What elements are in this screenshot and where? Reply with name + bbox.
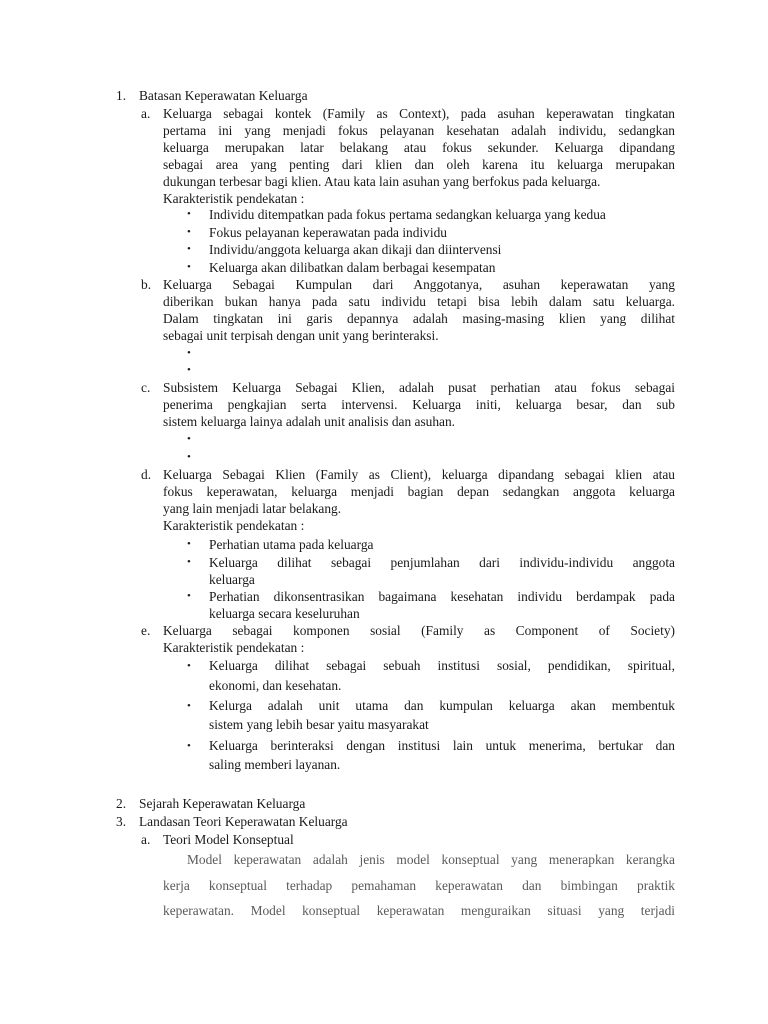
paragraph-line: Keluarga Sebagai Klien (Family as Client), keluarga dipandang sebagai klien atau xyxy=(163,467,675,482)
subsection-title: Teori Model Konseptual xyxy=(163,832,294,847)
paragraph-line: keluarga merupakan latar belakang atau fokus sekunder. Keluarga dipandang xyxy=(163,140,675,155)
paragraph-line: keperawatan. Model konseptual keperawatan menguraikan situasi yang terjadi xyxy=(163,903,675,918)
bullet-text: Kelurga adalah unit utama dan kumpulan keluarga akan membentuk xyxy=(209,698,675,713)
paragraph-line: Keluarga sebagai kontek (Family as Context), pada asuhan keperawatan tingkatan xyxy=(163,106,675,121)
section-title: Batasan Keperawatan Keluarga xyxy=(139,88,308,103)
bullet-text: Perhatian dikonsentrasikan bagaimana kesehatan individu berdampak pada xyxy=(209,589,675,604)
paragraph-line: dukungan terbesar bagi klien. Atau kata lain asuhan yang berfokus pada keluarga. xyxy=(163,174,601,189)
bullet-text: Keluarga akan dilibatkan dalam berbagai kesempatan xyxy=(209,260,496,275)
bullet-icon: • xyxy=(187,243,191,255)
paragraph-line: kerja konseptual terhadap pemahaman keperawatan dan bimbingan praktik xyxy=(163,878,675,893)
bullet-text: Individu/anggota keluarga akan dikaji dan diintervensi xyxy=(209,242,502,257)
bullet-text: Individu ditempatkan pada fokus pertama sedangkan keluarga yang kedua xyxy=(209,207,606,222)
paragraph-line: Model keperawatan adalah jenis model konseptual yang menerapkan kerangka xyxy=(187,852,675,867)
bullet-text: keluarga xyxy=(209,572,255,587)
item-label: c. xyxy=(141,380,151,395)
bullet-icon: • xyxy=(187,261,191,273)
bullet-text: keluarga secara keseluruhan xyxy=(209,606,360,621)
bullet-icon: • xyxy=(187,451,191,463)
paragraph-line: Keluarga Sebagai Kumpulan dari Anggotanya, asuhan keperawatan yang xyxy=(163,277,675,292)
characteristics-label: Karakteristik pendekatan : xyxy=(163,640,305,655)
bullet-icon: • xyxy=(187,433,191,445)
bullet-icon: • xyxy=(187,660,191,672)
bullet-icon: • xyxy=(187,347,191,359)
characteristics-label: Karakteristik pendekatan : xyxy=(163,191,305,206)
paragraph-line: Subsistem Keluarga Sebagai Klien, adalah pusat perhatian atau fokus sebagai xyxy=(163,380,675,395)
bullet-text: Fokus pelayanan keperawatan pada individu xyxy=(209,225,447,240)
bullet-text: ekonomi, dan kesehatan. xyxy=(209,678,342,693)
bullet-icon: • xyxy=(187,590,191,602)
section-title: Sejarah Keperawatan Keluarga xyxy=(139,796,306,811)
bullet-icon: • xyxy=(187,538,191,550)
section-number: 2. xyxy=(116,796,127,811)
paragraph-line: Dalam tingkatan ini garis depannya adalah masing-masing klien yang dilihat xyxy=(163,311,675,326)
section-title: Landasan Teori Keperawatan Keluarga xyxy=(139,814,348,829)
bullet-icon: • xyxy=(187,700,191,712)
paragraph-line: yang lain menjadi latar belakang. xyxy=(163,501,342,516)
bullet-text: Keluarga dilihat sebagai penjumlahan dari individu-individu anggota xyxy=(209,555,675,570)
paragraph-line: sebagai area yang penting dari klien dan oleh karena itu keluarga merupakan xyxy=(163,157,675,172)
paragraph-line: pertama ini yang menjadi fokus pelayanan kesehatan adalah individu, sedangkan xyxy=(163,123,675,138)
paragraph-line: Keluarga sebagai komponen sosial (Family as Component of Society) xyxy=(163,623,675,638)
item-label: a. xyxy=(141,832,151,847)
bullet-text: Keluarga berinteraksi dengan institusi lain untuk menerima, bertukar dan xyxy=(209,738,675,753)
item-label: e. xyxy=(141,623,151,638)
bullet-text: sistem yang lebih besar yaitu masyarakat xyxy=(209,717,429,732)
paragraph-line: diberikan bukan hanya pada satu individu tetapi bisa lebih dalam satu keluarga. xyxy=(163,294,675,309)
characteristics-label: Karakteristik pendekatan : xyxy=(163,518,305,533)
bullet-icon: • xyxy=(187,364,191,376)
paragraph-line: fokus keperawatan, keluarga menjadi bagian depan sedangkan anggota keluarga xyxy=(163,484,675,499)
item-label: d. xyxy=(141,467,152,482)
paragraph-line: sistem keluarga lainya adalah unit analisis dan asuhan. xyxy=(163,414,456,429)
bullet-text: saling memberi layanan. xyxy=(209,757,341,772)
item-label: a. xyxy=(141,106,151,121)
bullet-text: Perhatian utama pada keluarga xyxy=(209,537,374,552)
section-number: 3. xyxy=(116,814,127,829)
bullet-icon: • xyxy=(187,226,191,238)
item-label: b. xyxy=(141,277,152,292)
bullet-icon: • xyxy=(187,208,191,220)
bullet-text: Keluarga dilihat sebagai sebuah institusi sosial, pendidikan, spiritual, xyxy=(209,658,675,673)
bullet-icon: • xyxy=(187,556,191,568)
paragraph-line: sebagai unit terpisah dengan unit yang berinteraksi. xyxy=(163,328,439,343)
bullet-icon: • xyxy=(187,740,191,752)
paragraph-line: penerima pengkajian serta intervensi. Keluarga initi, keluarga besar, dan sub xyxy=(163,397,675,412)
section-number: 1. xyxy=(116,88,127,103)
